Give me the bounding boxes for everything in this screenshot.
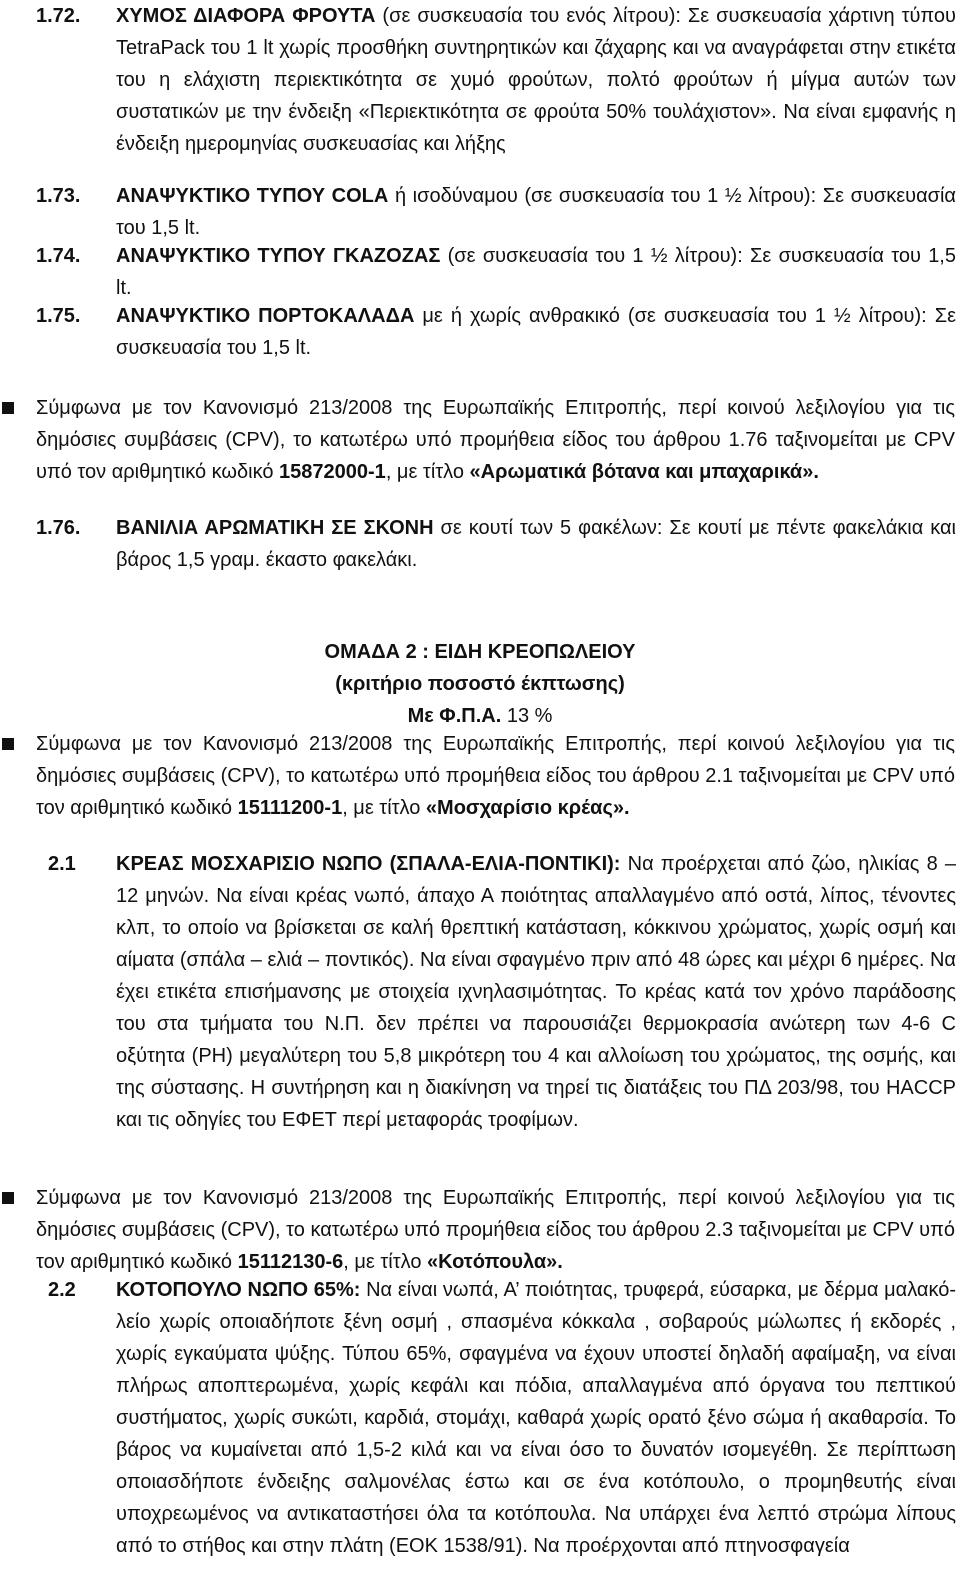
- item-title: ΑΝΑΨΥΚΤΙΚΟ ΤΥΠΟΥ COLA: [116, 185, 389, 207]
- cpv-note-2: [0, 728, 955, 824]
- cpv-note-3: [0, 1182, 955, 1278]
- bullet-square-icon: [2, 402, 14, 414]
- group-criterion: (κριτήριο ποσοστό έκπτωσης): [335, 673, 625, 695]
- item-body: [116, 300, 956, 364]
- bullet-square-icon: [2, 1192, 14, 1204]
- item-1-74: [36, 240, 956, 304]
- item-number: 2.2: [48, 1279, 76, 1301]
- item-number: 1.76.: [36, 517, 81, 539]
- cpv-note-pre: Σύμφωνα με τον Κανονισμό 213/2008 της Ευρωπαϊκής Επιτροπής, περί κοινού λεξιλογίου για τις δημόσιες συμβάσεις (CPV), το κατωτέρω υπό προμήθεια είδος του άρθρου 1.76 ταξινομείται με CPV υπό τον αριθμητικό κωδικό: [36, 397, 955, 483]
- item-1-76: [36, 512, 956, 576]
- cpv-note-text: [36, 728, 955, 824]
- item-title: ΑΝΑΨΥΚΤΙΚΟ ΠΟΡΤΟΚΑΛΑΔΑ: [116, 305, 415, 327]
- cpv-code: 15112130-6: [237, 1251, 344, 1273]
- item-1-75: [36, 300, 956, 364]
- item-number: 1.74.: [36, 245, 81, 267]
- item-title: ΑΝΑΨΥΚΤΙΚΟ ΤΥΠΟΥ ΓΚΑΖΟΖΑΣ: [116, 245, 441, 267]
- cpv-note-pre: Σύμφωνα με τον Κανονισμό 213/2008 της Ευρωπαϊκής Επιτροπής, περί κοινού λεξιλογίου για τις δημόσιες συμβάσεις (CPV), το κατωτέρω υπό προμήθεια είδος του άρθρου 2.3 ταξινομείται με CPV υπό τον αριθμητικό κωδικό: [36, 1187, 955, 1273]
- cpv-title: «Αρωματικά βότανα και μπαχαρικά».: [469, 461, 819, 483]
- item-number: 2.1: [48, 853, 76, 875]
- item-1-73: [36, 180, 956, 244]
- cpv-title: «Μοσχαρίσιο κρέας».: [425, 797, 630, 819]
- item-text: με ή χωρίς ανθρακικό (σε συσκευασία του 1 ½ λίτρου): Σε συσκευασία του 1,5 lt.: [116, 305, 956, 359]
- item-number: 1.73.: [36, 185, 81, 207]
- group-vat-label: Με Φ.Π.Α.: [407, 705, 502, 727]
- item-number: 1.75.: [36, 305, 81, 327]
- cpv-note-text: [36, 1182, 955, 1278]
- cpv-title: «Κοτόπουλα».: [427, 1251, 563, 1273]
- item-title: ΚΡΕΑΣ ΜΟΣΧΑΡΙΣΙΟ ΝΩΠΟ (ΣΠΑΛΑ-ΕΛΙΑ-ΠΟΝΤΙΚΙ):: [116, 853, 621, 875]
- item-body: [116, 0, 956, 160]
- cpv-note-mid: , με τίτλο: [385, 461, 470, 483]
- item-title: ΚΟΤΟΠΟΥΛΟ ΝΩΠΟ 65%:: [116, 1279, 361, 1301]
- item-2-2: [36, 1274, 956, 1562]
- item-body: [116, 180, 956, 244]
- item-text: Να προέρχεται από ζώο, ηλικίας 8 – 12 μηνών. Να είναι κρέας νωπό, άπαχο Α ποιότητας απαλλαγμένο από οστά, λίπος, τένοντες κλπ, το οποίο να βρίσκεται σε καλή θρεπτική κατάσταση, κόκκινου χρώματος, χωρίς οσμή και αίματα (σπάλα – ελιά – ποντικός). Να είναι σφαγμένο πριν από 48 ώρες και μέχρι 6 ημέρες. Να έχει ετικέτα επισήμανσης με στοιχεία ιχνηλασιμότητας. Το κρέας κατά τον χρόνο παράδοσης του στα τμήματα του Ν.Π. δεν πρέπει να παρουσιάζει θερμοκρασία ανώτερη των 4-6 C οξύτητα (PH) μεγαλύτερη του 5,8 μικρότερη του 4 και αλλοίωση του χρώματος, της οσμής, και της σύστασης. Η συντήρηση και η διακίνηση να τηρεί τις διατάξεις του ΠΔ 203/98, του HACCP και τις οδηγίες του ΕΦΕΤ περί μεταφοράς τροφίμων.: [116, 853, 956, 1131]
- cpv-note-1: [0, 392, 955, 488]
- cpv-code: 15872000-1: [279, 461, 386, 483]
- bullet-square-icon: [2, 738, 14, 750]
- group-title: ΟΜΑΔΑ 2 : ΕΙΔΗ ΚΡΕΟΠΩΛΕΙΟΥ: [324, 641, 636, 663]
- item-text: σε κουτί των 5 φακέλων: Σε κουτί με πέντε φακελάκια και βάρος 1,5 γραμ. έκαστο φακελάκι.: [116, 517, 956, 571]
- item-title: ΒΑΝΙΛΙΑ ΑΡΩΜΑΤΙΚΗ ΣΕ ΣΚΟΝΗ: [116, 517, 434, 539]
- cpv-note-text: [36, 392, 955, 488]
- cpv-code: 15111200-1: [237, 797, 343, 819]
- cpv-note-pre: Σύμφωνα με τον Κανονισμό 213/2008 της Ευρωπαϊκής Επιτροπής, περί κοινού λεξιλογίου για τις δημόσιες συμβάσεις (CPV), το κατωτέρω υπό προμήθεια είδος του άρθρου 2.1 ταξινομείται με CPV υπό τον αριθμητικό κωδικό: [36, 733, 955, 819]
- item-body: [116, 240, 956, 304]
- item-title: ΧΥΜΟΣ ΔΙΑΦΟΡΑ ΦΡΟΥΤΑ: [116, 5, 376, 27]
- item-number: 1.72.: [36, 5, 81, 27]
- item-text: (σε συσκευασία του ενός λίτρου): Σε συσκευασία χάρτινη τύπου TetraPack του 1 lt χωρίς προσθήκη συντηρητικών και ζάχαρης και να αναγράφεται στην ετικέτα του η ελάχιστη περιεκτικότητα σε χυμό φρούτων, πολτό φρούτων ή μίγμα αυτών των συστατικών με την ένδειξη «Περιεκτικότητα σε φρούτα 50% τουλάχιστον». Να είναι εμφανής η ένδειξη ημερομηνίας συσκευασίας και λήξης: [116, 5, 956, 155]
- item-text: Να είναι νωπά, Α’ ποιότητας, τρυφερά, εύσαρκα, με δέρμα μαλακό-λείο χωρίς οποιαδήποτε ξένη οσμή , σπασμένα κόκκαλα , σοβαρούς μώλωπες ή εκδορές , χωρίς εγκαύματα ψύξης. Τύπου 65%, σφαγμένα να έχουν υποστεί δηλαδή αφαίμαξη, να είναι πλήρως αποπτερωμένα, χωρίς κεφάλι και πόδια, απαλλαγμένα από όργανα του πεπτικού συστήματος, χωρίς συκώτι, καρδιά, στομάχι, καθαρά χωρίς ορατό ξένο σώμα ή ακαθαρσία. Το βάρος να κυμαίνεται από 1,5-2 κιλά και να είναι όσο το δυνατόν ισομεγέθη. Σε περίπτωση οποιασδήποτε ένδειξης σαλμονέλας έστω και σε ένα κοτόπουλο, ο προμηθευτής είναι υποχρεωμένος να αντικαταστήσει όλα τα κοτόπουλα. Να υπάρχει ένα λεπτό στρώμα λίπους από το στήθος και στην πλάτη (ΕΟΚ 1538/91). Να προέρχονται από πτηνοσφαγεία: [116, 1279, 956, 1557]
- item-1-72: [36, 0, 956, 160]
- item-text: (σε συσκευασία του 1 ½ λίτρου): Σε συσκευασία του 1,5 lt.: [116, 245, 956, 299]
- item-body: [116, 1274, 956, 1562]
- group-heading: [0, 636, 960, 732]
- group-vat-value: 13 %: [501, 705, 553, 727]
- item-text: ή ισοδύναμου (σε συσκευασία του 1 ½ λίτρου): Σε συσκευασία του 1,5 lt.: [116, 185, 956, 239]
- cpv-note-mid: , με τίτλο: [343, 1251, 428, 1273]
- item-body: [116, 848, 956, 1136]
- cpv-note-mid: , με τίτλο: [342, 797, 426, 819]
- item-body: [116, 512, 956, 576]
- item-2-1: [36, 848, 956, 1136]
